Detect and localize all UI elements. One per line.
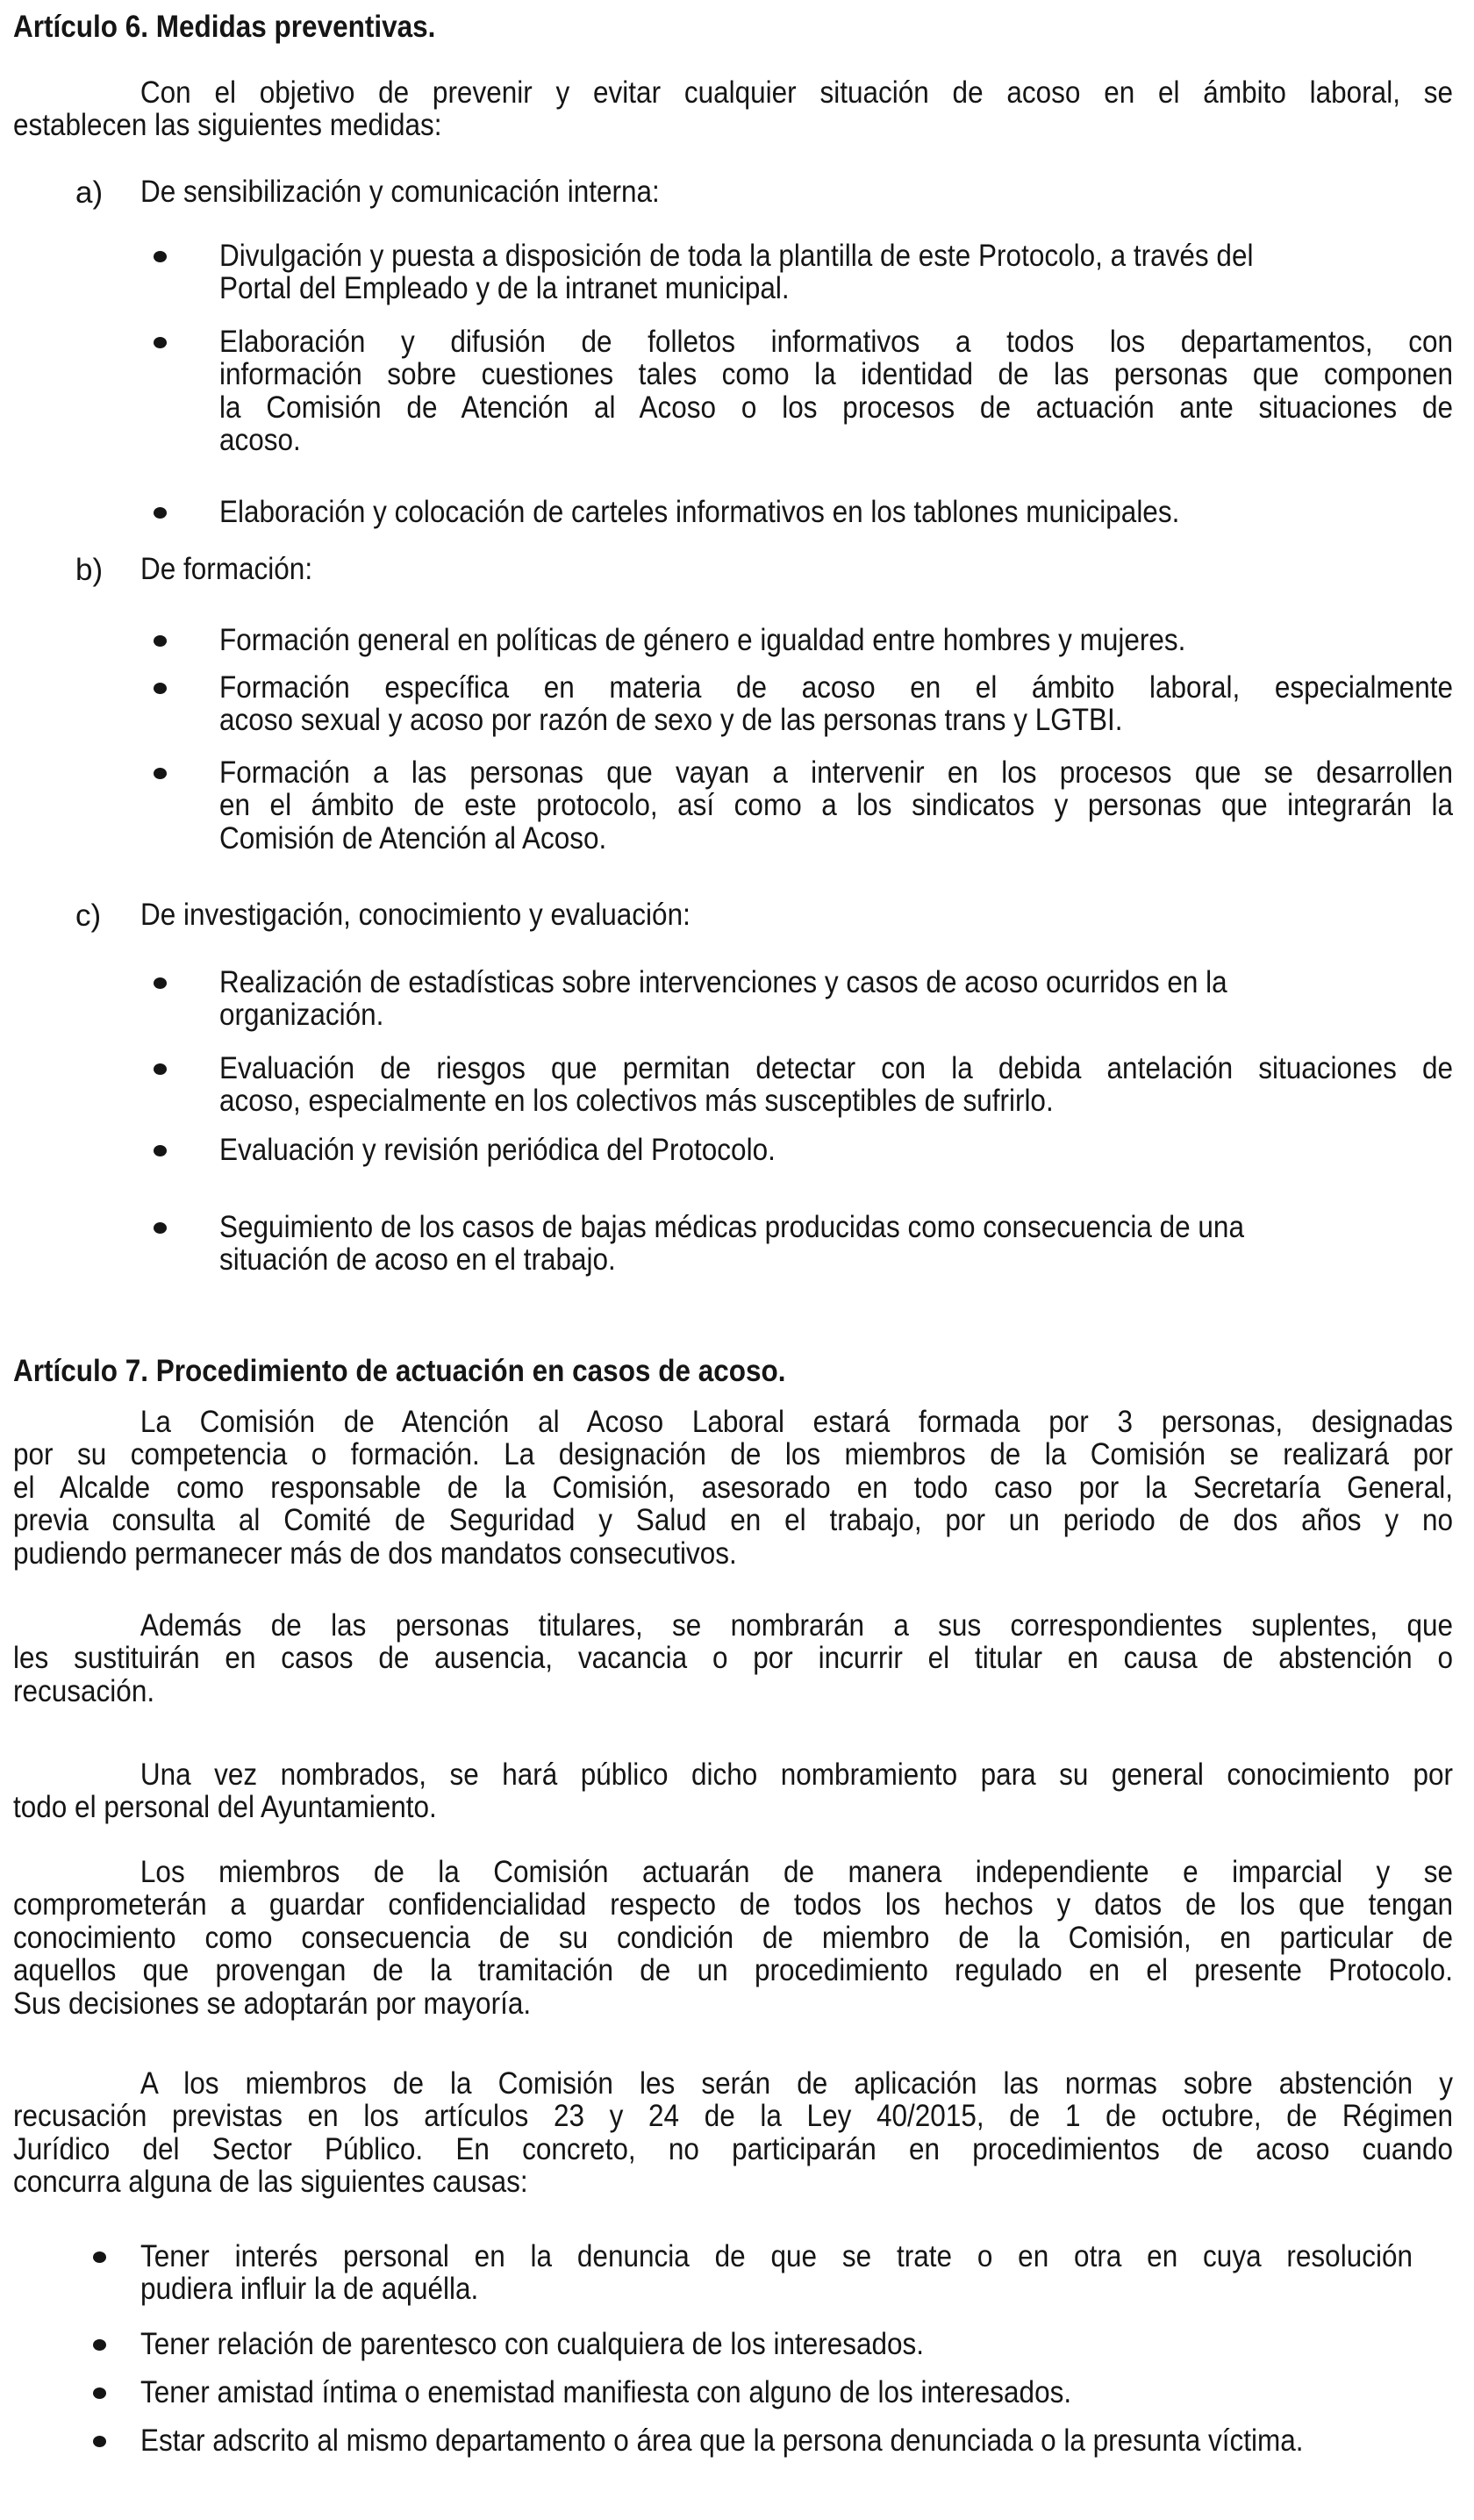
list-item — [219, 624, 1453, 656]
text-line: acoso sexual y acoso por razón de sexo y de las personas trans y LGTBI. — [219, 703, 1123, 738]
text-line: De formación: — [140, 552, 313, 586]
bullet-icon — [154, 635, 167, 647]
section-label-c: c) — [75, 898, 102, 933]
text-line: Tener amistad íntima o enemistad manifiesta con alguno de los interesados. — [140, 2375, 1072, 2409]
text-line: A los miembros de la Comisión les serán de aplicación las normas sobre abstención y — [140, 2066, 1453, 2101]
text-line: Formación general en políticas de género e igualdad entre hombres y mujeres. — [219, 623, 1186, 657]
bullet-icon — [154, 683, 167, 694]
section-label-a: a) — [75, 175, 104, 210]
text-line: Evaluación de riesgos que permitan detectar con la debida antelación situaciones de — [219, 1051, 1453, 1085]
heading-text: Artículo 7. Procedimiento de actuación en casos de acoso. — [13, 1354, 786, 1388]
heading-text: Artículo 6. Medidas preventivas. — [13, 10, 436, 44]
text-line: Sus decisiones se adoptarán por mayoría. — [13, 1986, 532, 2021]
text-line: Estar adscrito al mismo departamento o área que la persona denunciada o la presunta víctima. — [140, 2423, 1304, 2458]
text-line: pudiendo permanecer más de dos mandatos consecutivos. — [13, 1536, 737, 1571]
text-line: todo el personal del Ayuntamiento. — [13, 1790, 437, 1825]
text-line: establecen las siguientes medidas: — [13, 108, 442, 143]
list-item — [219, 240, 1453, 305]
text-line: Divulgación y puesta a disposición de toda la plantilla de este Protocolo, a través del — [219, 239, 1254, 273]
text-line: Jurídico del Sector Público. En concreto, no participarán en procedimientos de acoso cuando — [13, 2131, 1453, 2166]
text-line: Comisión de Atención al Acoso. — [219, 820, 607, 856]
text-line: acoso. — [219, 423, 301, 458]
text-line: De investigación, conocimiento y evaluación: — [140, 898, 690, 932]
bullet-icon — [93, 2339, 106, 2351]
cause-item — [140, 2424, 1453, 2457]
list-item — [219, 671, 1453, 737]
text-line: situación de acoso en el trabajo. — [219, 1242, 616, 1278]
text-line: concurra alguna de las siguientes causas: — [13, 2165, 528, 2200]
text-line: aquellos que provengan de la tramitación de un procedimiento regulado en el presente Protocolo. — [13, 1953, 1453, 1988]
text-line: comprometerán a guardar confidencialidad respecto de todos los hechos y datos de los que tengan — [13, 1887, 1453, 1922]
text-line: en el ámbito de este protocolo, así como a los sindicatos y personas que integrarán la — [219, 788, 1453, 823]
text-line: previa consulta al Comité de Seguridad y Salud en el trabajo, por un periodo de dos años y no — [13, 1503, 1453, 1538]
bullet-icon — [154, 251, 167, 262]
article-6-heading — [13, 11, 1453, 43]
text-line: les sustituirán en casos de ausencia, vacancia o por incurrir el titular en causa de abstención o — [13, 1641, 1453, 1676]
text-line: por su competencia o formación. La designación de los miembros de la Comisión se realizará por — [13, 1437, 1453, 1472]
text-line: Tener interés personal en la denuncia de que se trate o en otra en cuya resolución — [140, 2239, 1413, 2273]
text-line: Elaboración y colocación de carteles informativos en los tablones municipales. — [219, 495, 1180, 529]
section-title-b — [140, 553, 1453, 585]
paragraph — [13, 1406, 1453, 1570]
list-item — [219, 1052, 1453, 1118]
bullet-icon — [93, 2436, 106, 2447]
text-line: Además de las personas titulares, se nombrarán a sus correspondientes suplentes, que — [140, 1608, 1453, 1643]
cause-item — [140, 2328, 1453, 2360]
bullet-icon — [154, 337, 167, 348]
paragraph — [13, 1758, 1453, 1824]
list-item — [219, 966, 1453, 1032]
section-label-b: b) — [75, 553, 104, 587]
paragraph — [13, 2067, 1453, 2199]
bullet-icon — [154, 768, 167, 779]
list-item — [219, 326, 1453, 457]
bullet-icon — [154, 1145, 167, 1156]
text-line: conocimiento como consecuencia de su condición de miembro de la Comisión, en particular de — [13, 1920, 1453, 1955]
bullet-icon — [93, 2388, 106, 2399]
text-line: Elaboración y difusión de folletos informativos a todos los departamentos, con — [219, 325, 1453, 359]
cause-item — [140, 2376, 1453, 2409]
text-line: Seguimiento de los casos de bajas médicas producidas como consecuencia de una — [219, 1210, 1244, 1244]
cause-item — [140, 2240, 1413, 2306]
bullet-icon — [154, 507, 167, 519]
text-line: acoso, especialmente en los colectivos más susceptibles de sufrirlo. — [219, 1084, 1054, 1119]
list-item — [219, 756, 1453, 855]
text-line: la Comisión de Atención al Acoso o los procesos de actuación ante situaciones de — [219, 390, 1453, 425]
list-item — [219, 1134, 1453, 1166]
text-line: Formación específica en materia de acoso en el ámbito laboral, especialmente — [219, 670, 1453, 705]
text-line: De sensibilización y comunicación interna: — [140, 175, 660, 209]
bullet-icon — [93, 2252, 106, 2263]
bullet-icon — [154, 977, 167, 989]
text-line: Portal del Empleado y de la intranet municipal. — [219, 271, 790, 306]
article-6-intro — [13, 76, 1453, 142]
paragraph — [13, 1856, 1453, 2020]
text-line: Los miembros de la Comisión actuarán de manera independiente e imparcial y se — [140, 1855, 1453, 1889]
text-line: recusación. — [13, 1673, 155, 1708]
text-line: Una vez nombrados, se hará público dicho nombramiento para su general conocimiento por — [140, 1758, 1453, 1792]
section-title-c — [140, 898, 1453, 931]
text-line: Evaluación y revisión periódica del Protocolo. — [219, 1133, 776, 1167]
text-line: el Alcalde como responsable de la Comisión, asesorado en todo caso por la Secretaría General, — [13, 1470, 1453, 1505]
text-line: Realización de estadísticas sobre intervenciones y casos de acoso ocurridos en la — [219, 965, 1227, 999]
bullet-icon — [154, 1222, 167, 1234]
bullet-icon — [154, 1063, 167, 1075]
text-line: La Comisión de Atención al Acoso Laboral estará formada por 3 personas, designadas — [140, 1405, 1453, 1439]
list-item — [219, 496, 1453, 528]
text-line: recusación previstas en los artículos 23 y 24 de la Ley 40/2015, de 1 de octubre, de Régimen — [13, 2099, 1453, 2134]
text-line: información sobre cuestiones tales como la identidad de las personas que componen — [219, 357, 1453, 392]
text-line: Formación a las personas que vayan a intervenir en los procesos que se desarrollen — [219, 755, 1453, 790]
text-line: Con el objetivo de prevenir y evitar cualquier situación de acoso en el ámbito laboral, se — [140, 75, 1453, 110]
paragraph — [13, 1609, 1453, 1707]
section-title-a — [140, 175, 1453, 208]
article-7-heading — [13, 1355, 1453, 1387]
text-line: pudiera influir la de aquélla. — [140, 2272, 479, 2307]
text-line: Tener relación de parentesco con cualquiera de los interesados. — [140, 2327, 925, 2361]
list-item — [219, 1211, 1453, 1277]
text-line: organización. — [219, 998, 384, 1033]
